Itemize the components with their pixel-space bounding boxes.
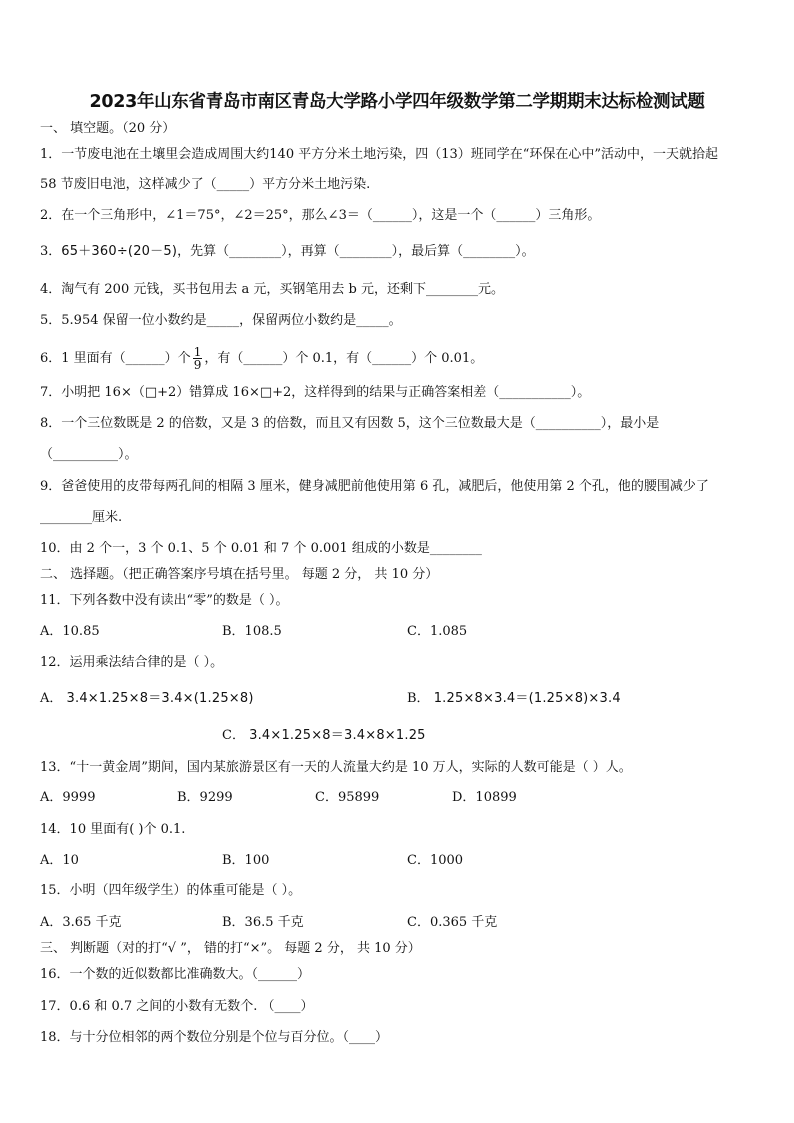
question-14-option-b: B．100 (222, 853, 270, 868)
option-b-label: B． (407, 691, 430, 706)
question-16: 16．一个数的近似数都比准确数大。（______） (40, 967, 311, 982)
page-title: 2023年山东省青岛市南区青岛大学路小学四年级数学第二学期期末达标检测试题 (89, 92, 705, 112)
question-14-stem: 14．10 里面有( )个 0.1. (40, 822, 186, 837)
fraction-numerator: 1 (193, 345, 202, 359)
question-5: 5．5.954 保留一位小数约是_____，保留两位小数约是_____。 (40, 313, 402, 328)
question-12-stem: 12．运用乘法结合律的是（ ）。 (40, 655, 224, 670)
question-11-option-a: A．10.85 (40, 624, 100, 639)
question-13-option-d: D．10899 (452, 790, 517, 805)
question-7: 7．小明把 16×（□+2）错算成 16×□+2，这样得到的结果与正确答案相差（___________）。 (40, 385, 591, 400)
question-3-prompt: ，先算（________），再算（________），最后算（________）。 (177, 244, 535, 259)
question-13-option-a: A．9999 (40, 790, 96, 805)
option-a-expression: 3.4×1.25×8＝3.4×(1.25×8) (66, 691, 254, 706)
option-c-expression: 3.4×1.25×8＝3.4×8×1.25 (249, 728, 426, 743)
question-11-option-c: C．1.085 (407, 624, 468, 639)
question-12-option-a (40, 690, 254, 708)
question-3-number: 3． (40, 244, 62, 259)
option-b-expression: 1.25×8×3.4＝(1.25×8)×3.4 (433, 691, 621, 706)
option-a-label: A． (40, 691, 63, 706)
question-15-option-a: A．3.65 千克 (40, 915, 122, 930)
option-c-label: C． (222, 728, 245, 743)
question-1-line-1: 1．一节废电池在土壤里会造成周围大约140 平方分米土地污染，四（13）班同学在“环保在心中”活动中，一天就拾起 (40, 147, 719, 162)
question-6 (40, 346, 483, 371)
question-3-expression: 65＋360÷(20－5) (61, 244, 178, 259)
question-2: 2．在一个三角形中，∠1＝75°，∠2＝25°，那么∠3＝（______），这是一个（______）三角形。 (40, 208, 601, 223)
question-6-text-after: ，有（______）个 0.1，有（______）个 0.01。 (204, 351, 484, 366)
question-6-text-before: 6．1 里面有（______）个 (40, 351, 191, 366)
question-11-stem: 11．下列各数中没有读出“零”的数是（ ）。 (40, 593, 289, 608)
question-15-option-b: B．36.5 千克 (222, 915, 304, 930)
question-18: 18．与十分位相邻的两个数位分别是个位与百分位。（____） (40, 1030, 389, 1045)
question-15-option-c: C．0.365 千克 (407, 915, 498, 930)
question-12-option-c (222, 727, 426, 745)
question-12-option-b (407, 690, 621, 708)
question-17: 17．0.6 和 0.7 之间的小数有无数个. （____） (40, 999, 314, 1014)
question-1-line-2: 58 节废旧电池，这样减少了（_____）平方分米土地污染. (40, 177, 371, 192)
question-10: 10．由 2 个一，3 个 0.1、5 个 0.01 和 7 个 0.001 组成的小数是________ (40, 541, 482, 556)
section-heading-true-false: 三、 判断题（对的打“√ ”， 错的打“×”。 每题 2 分， 共 10 分） (40, 941, 421, 956)
question-13-stem: 13．“十一黄金周”期间，国内某旅游景区有一天的人流量大约是 10 万人，实际的人数可能是（ ）人。 (40, 760, 632, 775)
question-11-option-b: B．108.5 (222, 624, 282, 639)
question-14-option-a: A．10 (40, 853, 79, 868)
question-9-line-2: ________厘米. (40, 510, 123, 525)
section-heading-multiple-choice: 二、 选择题。（把正确答案序号填在括号里。 每题 2 分， 共 10 分） (40, 567, 439, 582)
fraction-denominator: 9 (193, 358, 202, 372)
question-4: 4．淘气有 200 元钱，买书包用去 a 元，买钢笔用去 b 元，还剩下________元。 (40, 282, 504, 297)
question-9-line-1: 9．爸爸使用的皮带每两孔间的相隔 3 厘米，健身减肥前他使用第 6 孔，减肥后，他使用第 2 个孔，他的腰围减少了 (40, 479, 709, 494)
section-heading-fill-blank: 一、 填空题。（20 分） (40, 121, 176, 136)
question-8-line-1: 8．一个三位数既是 2 的倍数，又是 3 的倍数，而且又有因数 5，这个三位数最大是（__________），最小是 (40, 416, 660, 431)
question-15-stem: 15．小明（四年级学生）的体重可能是（ ）。 (40, 883, 302, 898)
fraction-one-ninth (193, 346, 203, 371)
question-13-option-b: B．9299 (177, 790, 233, 805)
question-13-option-c: C．95899 (315, 790, 380, 805)
question-14-option-c: C．1000 (407, 853, 464, 868)
question-3 (40, 243, 535, 261)
question-8-line-2: （__________）。 (40, 447, 138, 462)
